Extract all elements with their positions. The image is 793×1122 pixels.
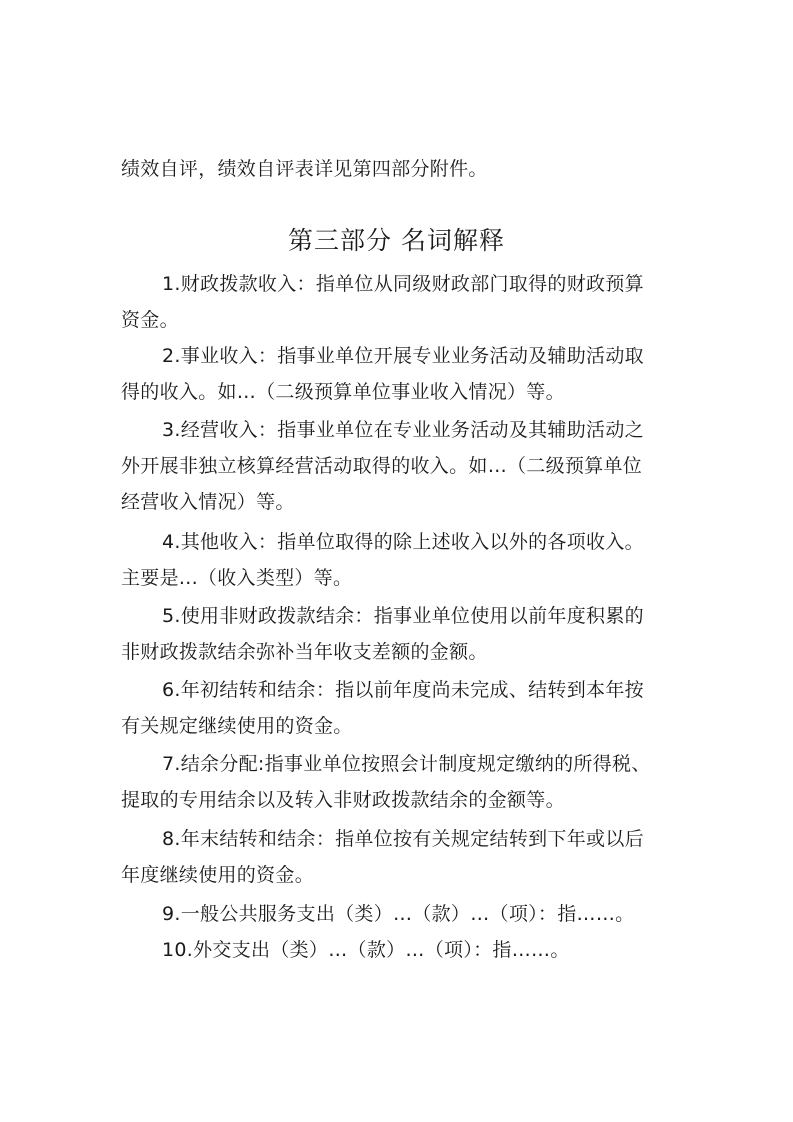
definition-1-line-1: 1.财政拨款收入：指单位从同级财政部门取得的财政预算 bbox=[162, 273, 644, 295]
definition-2-line-1: 2.事业收入：指事业单位开展专业业务活动及辅助活动取 bbox=[162, 345, 644, 367]
definition-4-line-2: 主要是...（收入类型）等。 bbox=[121, 567, 353, 589]
intro-line: 绩效自评，绩效自评表详见第四部分附件。 bbox=[121, 158, 488, 180]
definition-4-line-1: 4.其他收入：指单位取得的除上述收入以外的各项收入。 bbox=[162, 531, 644, 553]
definition-6-line-1: 6.年初结转和结余：指以前年度尚未完成、结转到本年按 bbox=[162, 679, 644, 701]
definition-10-line-1: 10.外交支出（类）…（款）…（项）：指……。 bbox=[162, 939, 570, 961]
definition-6-line-2: 有关规定继续使用的资金。 bbox=[121, 715, 353, 737]
definition-8-line-2: 年度继续使用的资金。 bbox=[121, 864, 315, 886]
definition-8-line-1: 8.年末结转和结余：指单位按有关规定结转到下年或以后 bbox=[162, 828, 644, 850]
definition-5-line-2: 非财政拨款结余弥补当年收支差额的金额。 bbox=[121, 641, 488, 663]
definition-7-line-1: 7.结余分配:指事业单位按照会计制度规定缴纳的所得税、 bbox=[162, 753, 651, 775]
definition-3-line-3: 经营收入情况）等。 bbox=[121, 491, 295, 513]
definition-5-line-1: 5.使用非财政拨款结余：指事业单位使用以前年度积累的 bbox=[162, 605, 644, 627]
definition-1-line-2: 资金。 bbox=[121, 309, 179, 331]
definition-3-line-1: 3.经营收入：指事业单位在专业业务活动及其辅助活动之 bbox=[162, 419, 644, 441]
definition-7-line-2: 提取的专用结余以及转入非财政拨款结余的金额等。 bbox=[121, 789, 565, 811]
definition-3-line-2: 外开展非独立核算经营活动取得的收入。如…（二级预算单位 bbox=[121, 455, 643, 477]
definition-9-line-1: 9.一般公共服务支出（类）…（款）…（项）：指……。 bbox=[162, 903, 635, 925]
definition-2-line-2: 得的收入。如…（二级预算单位事业收入情况）等。 bbox=[121, 381, 565, 403]
section-title: 第三部分 名词解释 bbox=[288, 226, 505, 255]
